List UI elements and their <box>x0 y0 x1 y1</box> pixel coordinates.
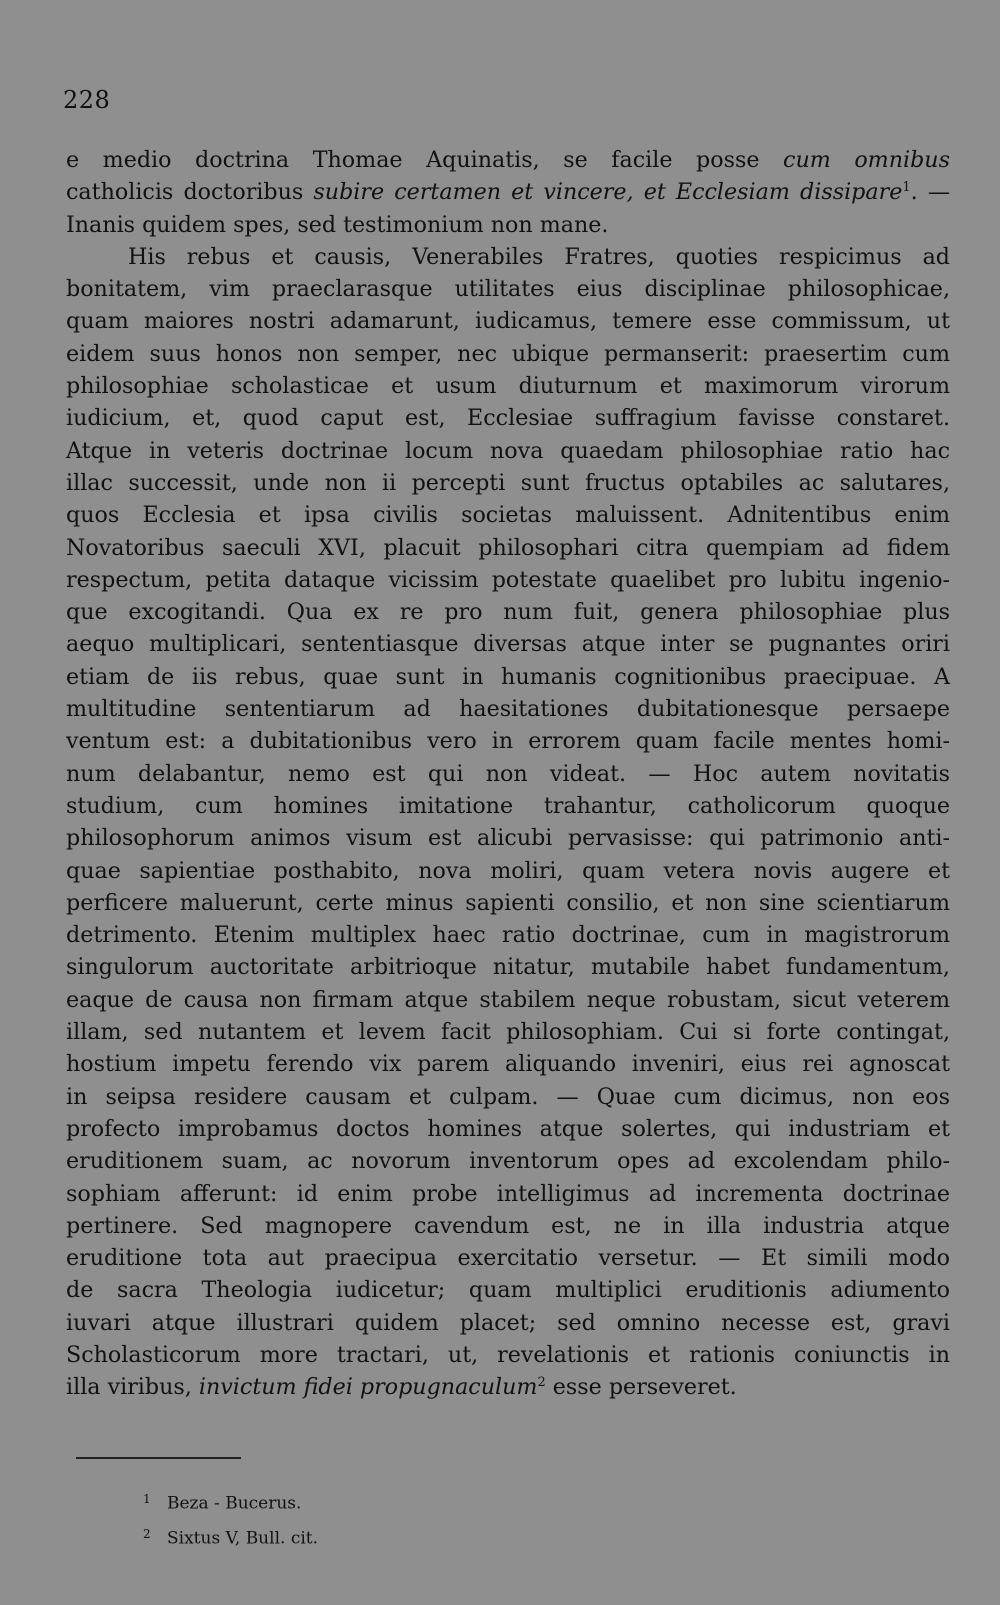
text-line <box>66 1339 950 1371</box>
text-line <box>66 467 950 499</box>
text-line <box>66 1145 950 1177</box>
text-segment: detrimento. Etenim multiplex haec ratio doctrinae, cum in magistrorum <box>66 922 950 949</box>
text-line <box>66 951 950 983</box>
text-line <box>66 532 950 564</box>
text-segment: eidem suus honos non semper, nec ubique permanserit: praesertim cum <box>66 340 950 367</box>
text-line <box>66 919 950 951</box>
text-segment: illam, sed nutantem et levem facit philosophiam. Cui si forte contingat, <box>66 1019 950 1046</box>
body-text <box>66 144 950 1404</box>
text-segment: de sacra Theologia iudicetur; quam multiplici eruditionis adiumento <box>66 1277 950 1304</box>
text-line <box>66 1178 950 1210</box>
text-segment: studium, cum homines imitatione trahantur, catholicorum quoque <box>66 792 950 819</box>
text-line <box>66 1274 950 1306</box>
text-line <box>66 273 950 305</box>
text-segment: philosophorum animos visum est alicubi pervasisse: qui patrimonio anti- <box>66 825 950 852</box>
text-line <box>66 855 950 887</box>
text-segment: e medio doctrina Thomae Aquinatis, se facile posse <box>66 147 784 173</box>
text-segment: catholicis doctoribus <box>66 179 314 206</box>
footnotes <box>143 1484 318 1555</box>
text-line <box>66 402 950 434</box>
text-segment: His rebus et causis, Venerabiles Fratres, quoties respicimus ad <box>128 243 950 270</box>
text-segment: quam maiores nostri adamarunt, iudicamus, temere esse commissum, ut <box>66 308 950 335</box>
text-segment: illa viribus, <box>66 1374 199 1401</box>
italic-quotation: cum omnibus <box>783 147 950 173</box>
italic-quotation: invictum fidei propugnaculum <box>198 1374 538 1401</box>
text-line <box>66 435 950 467</box>
text-segment: bonitatem, vim praeclarasque utilitates eius disciplinae philosophicae, <box>66 276 950 303</box>
footnote-reference: 2 <box>537 1375 546 1391</box>
text-line <box>66 241 950 273</box>
text-line <box>66 758 950 790</box>
text-line <box>66 790 950 822</box>
text-segment: iudicium, et, quod caput est, Ecclesiae suffragium favisse constaret. <box>66 405 950 432</box>
text-line <box>66 370 950 402</box>
text-segment: sophiam afferunt: id enim probe intelligimus ad incrementa doctrinae <box>66 1180 950 1207</box>
text-segment: in seipsa residere causam et culpam. — Quae cum dicimus, non eos <box>66 1083 950 1110</box>
footnote <box>143 1484 318 1519</box>
text-line <box>66 1113 950 1145</box>
footnote-text: Beza - Bucerus. <box>167 1493 302 1514</box>
text-line <box>66 1048 950 1080</box>
text-segment: multitudine sententiarum ad haesitationes dubitationesque persaepe <box>66 696 950 723</box>
text-line <box>66 984 950 1016</box>
text-segment: illac successit, unde non ii percepti sunt fructus optabiles ac salutares, <box>66 469 950 496</box>
footnote-reference: 1 <box>902 180 911 196</box>
text-line <box>66 628 950 660</box>
text-segment: iuvari atque illustrari quidem placet; sed omnino necesse est, gravi <box>66 1309 950 1336</box>
text-segment: esse perseveret. <box>545 1374 737 1401</box>
text-line <box>66 499 950 531</box>
text-segment: eaque de causa non firmam atque stabilem neque robustam, sicut veterem <box>66 986 950 1013</box>
footnote-mark: 2 <box>143 1527 151 1542</box>
text-segment: eruditione tota aut praecipua exercitatio versetur. — Et simili modo <box>66 1245 950 1272</box>
text-segment: etiam de iis rebus, quae sunt in humanis cognitionibus praecipuae. A <box>66 663 950 690</box>
text-segment: eruditionem suam, ac novorum inventorum opes ad excolendam philo- <box>66 1148 950 1175</box>
text-line <box>66 1081 950 1113</box>
text-line <box>66 822 950 854</box>
text-segment: Atque in veteris doctrinae locum nova quaedam philosophiae ratio hac <box>66 437 950 464</box>
text-line <box>66 693 950 725</box>
text-line <box>66 725 950 757</box>
text-segment: philosophiae scholasticae et usum diuturnum et maximorum virorum <box>66 373 950 400</box>
text-segment: . — <box>910 179 951 206</box>
text-segment: quos Ecclesia et ipsa civilis societas maluissent. Adnitentibus enim <box>66 502 950 529</box>
footnote-text: Sixtus V, Bull. cit. <box>167 1528 319 1549</box>
text-line <box>66 596 950 628</box>
text-line <box>66 661 950 693</box>
page-number: 228 <box>63 86 111 114</box>
text-segment: perficere maluerunt, certe minus sapienti consilio, et non sine scientiarum <box>66 889 950 916</box>
text-segment: num delabantur, nemo est qui non videat. — Hoc autem novitatis <box>66 760 950 787</box>
text-line <box>66 1242 950 1274</box>
footnote-mark: 1 <box>143 1492 151 1506</box>
text-line <box>66 209 950 241</box>
text-line <box>66 1016 950 1048</box>
text-line <box>66 144 950 176</box>
footnote-divider <box>76 1457 241 1459</box>
text-segment: singulorum auctoritate arbitrioque nitatur, mutabile habet fundamentum, <box>66 954 950 981</box>
text-line <box>66 1371 950 1403</box>
text-line <box>66 176 950 208</box>
text-line <box>66 1210 950 1242</box>
text-line <box>66 887 950 919</box>
text-line <box>66 564 950 596</box>
text-segment: Scholasticorum more tractari, ut, revelationis et rationis coniunctis in <box>66 1341 950 1368</box>
text-segment: quae sapientiae posthabito, nova moliri, quam vetera novis augere et <box>66 857 950 884</box>
text-line <box>66 1307 950 1339</box>
text-segment: Inanis quidem spes, sed testimonium non mane. <box>66 211 609 238</box>
text-line <box>66 338 950 370</box>
italic-quotation: subire certamen et vincere, et Ecclesiam dissipare <box>313 179 903 206</box>
text-segment: profecto improbamus doctos homines atque solertes, qui industriam et <box>66 1115 950 1142</box>
text-segment: respectum, petita dataque vicissim potestate quaelibet pro lubitu ingenio- <box>66 566 950 593</box>
text-segment: que excogitandi. Qua ex re pro num fuit, genera philosophiae plus <box>66 599 950 626</box>
text-segment: Novatoribus saeculi XVI, placuit philosophari citra quempiam ad fidem <box>66 534 950 561</box>
footnote <box>143 1519 318 1554</box>
text-line <box>66 305 950 337</box>
text-segment: pertinere. Sed magnopere cavendum est, ne in illa industria atque <box>66 1212 950 1239</box>
text-segment: ventum est: a dubitationibus vero in errorem quam facile mentes homi- <box>66 728 950 755</box>
text-segment: aequo multiplicari, sententiasque diversas atque inter se pugnantes oriri <box>66 631 950 658</box>
text-segment: hostium impetu ferendo vix parem aliquando inveniri, eius rei agnoscat <box>66 1051 950 1078</box>
